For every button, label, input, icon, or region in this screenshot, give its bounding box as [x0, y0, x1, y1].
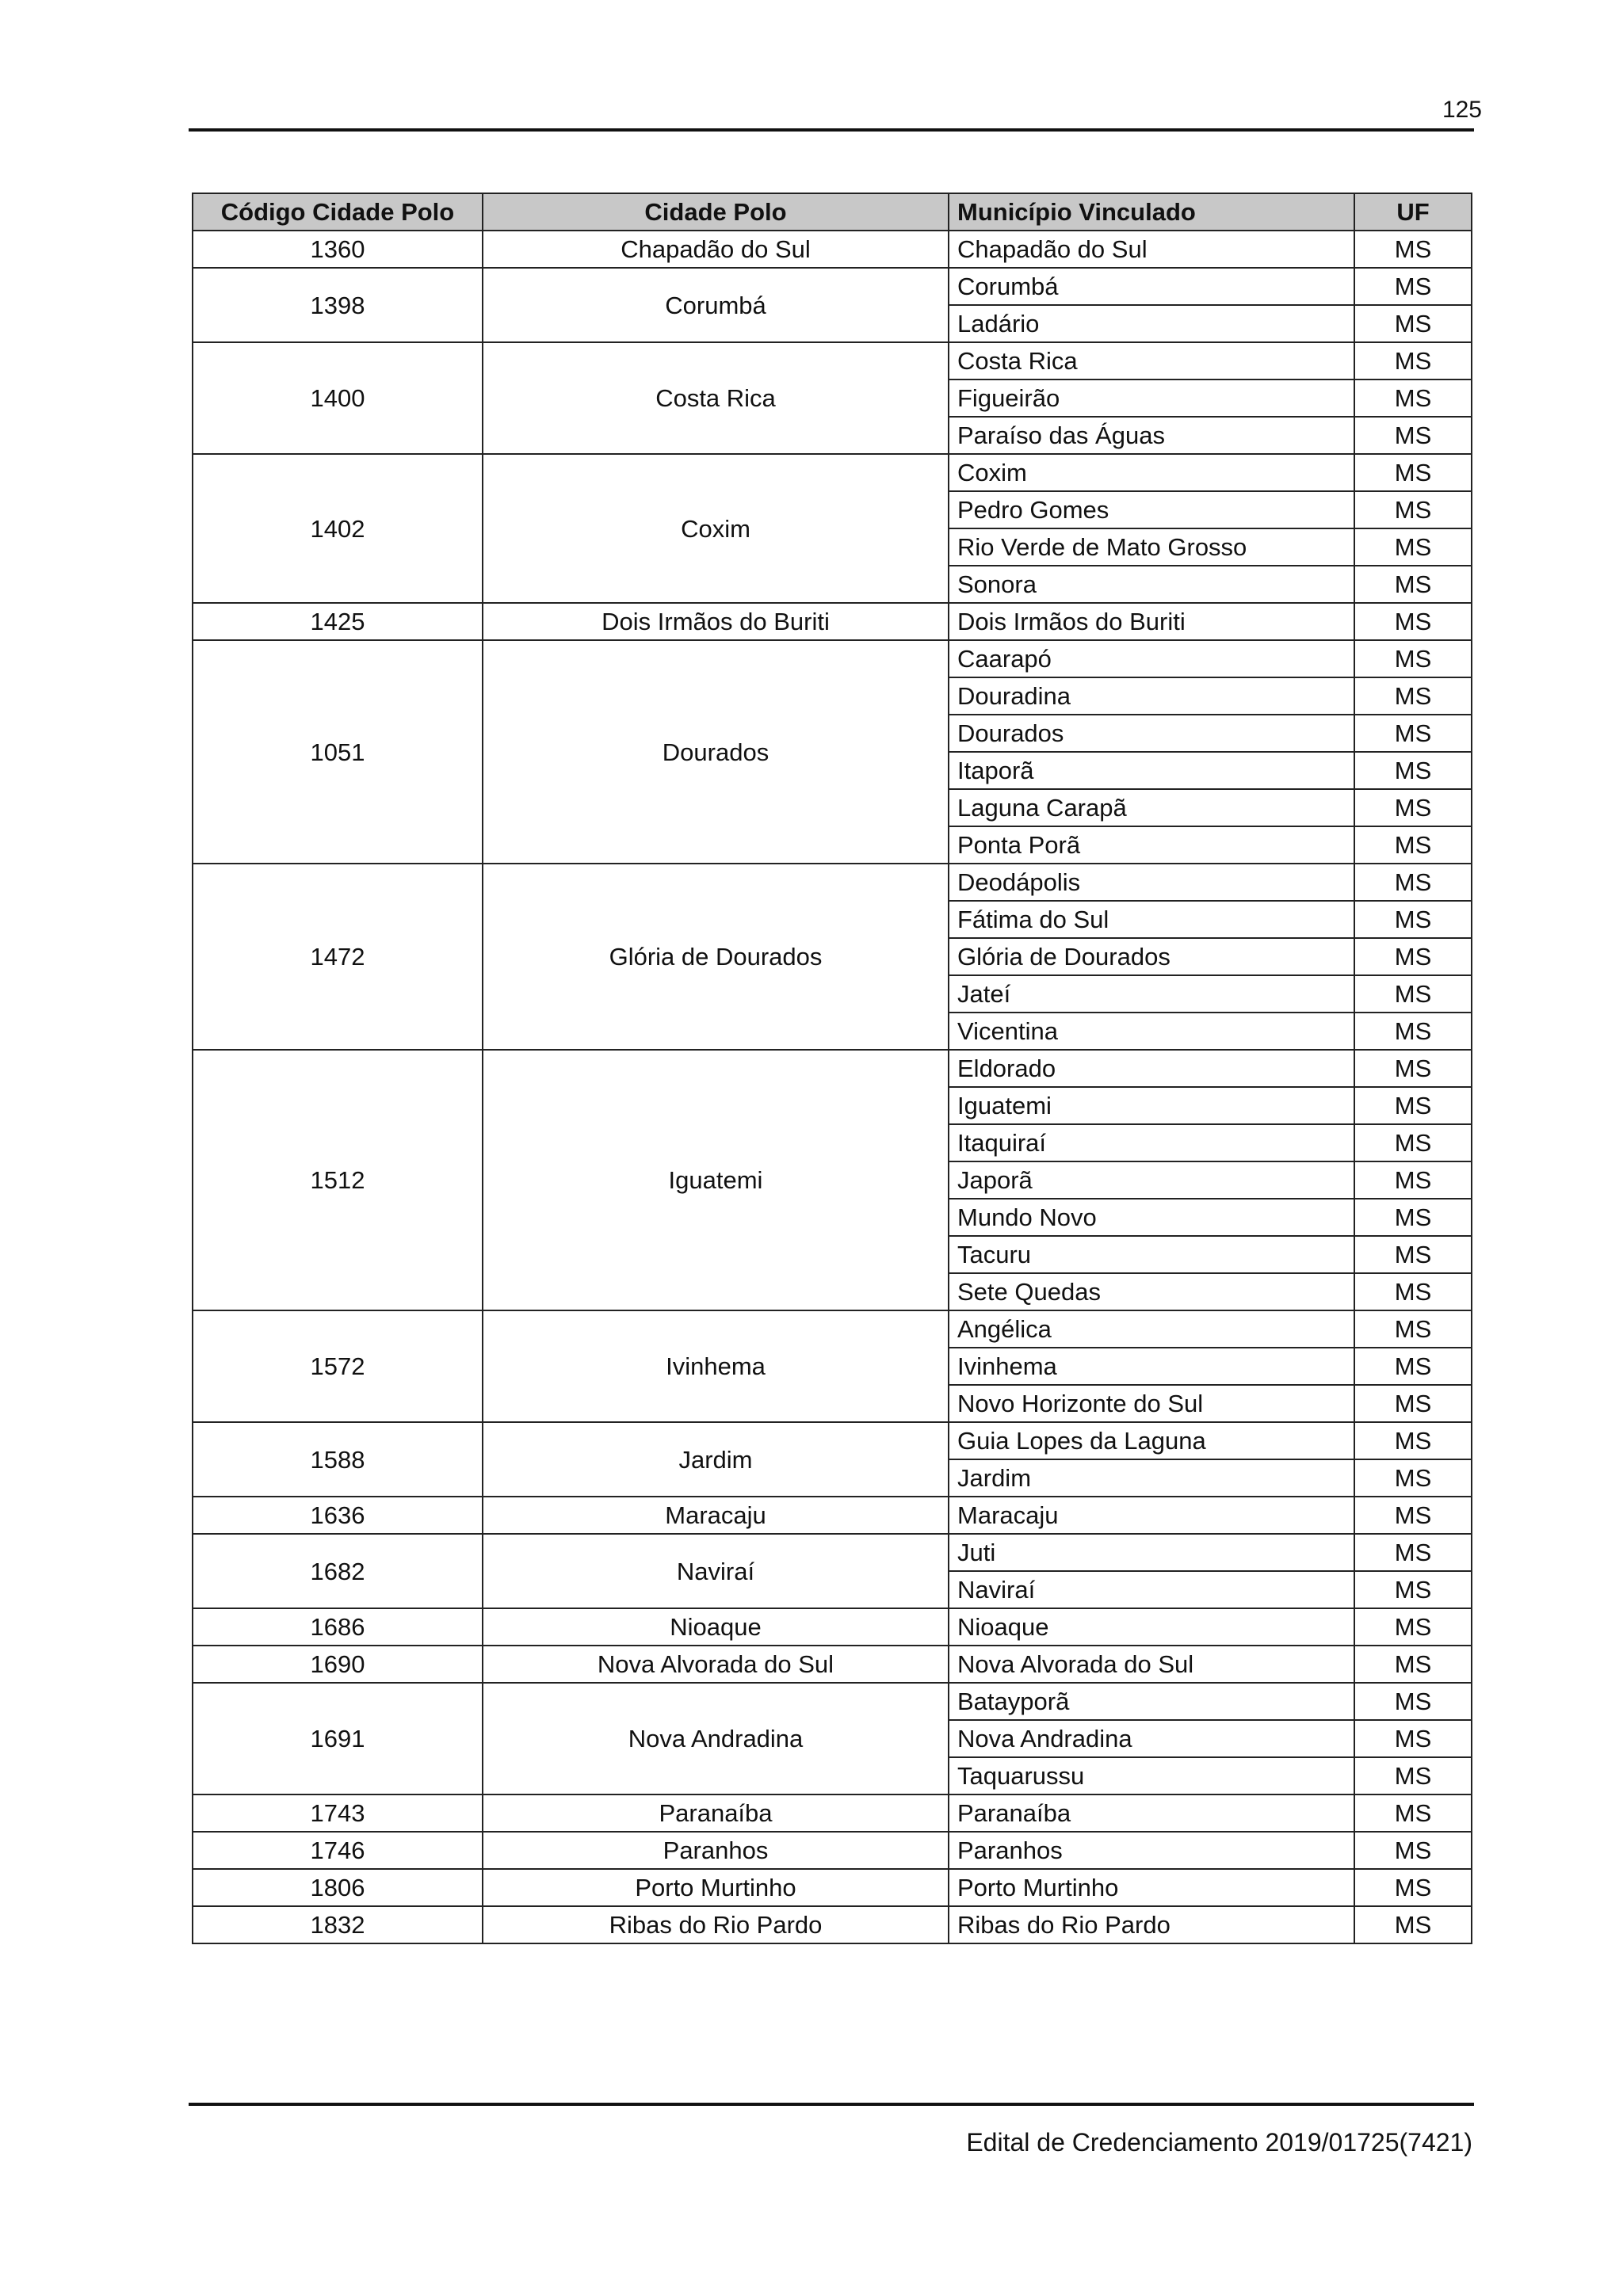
cell-municipio: Ladário: [949, 305, 1354, 342]
cell-uf: MS: [1354, 1571, 1472, 1608]
cell-uf: MS: [1354, 938, 1472, 975]
cell-uf: MS: [1354, 566, 1472, 603]
table-row: [193, 1869, 1472, 1906]
table-row: [193, 1906, 1472, 1943]
cell-municipio: Maracaju: [949, 1497, 1354, 1534]
cell-municipio: Douradina: [949, 677, 1354, 715]
cell-uf: MS: [1354, 342, 1472, 379]
cell-municipio: Mundo Novo: [949, 1199, 1354, 1236]
table-header-row: [193, 193, 1472, 231]
table-row: [193, 603, 1472, 640]
cell-uf: MS: [1354, 491, 1472, 528]
cell-codigo: 1400: [193, 342, 483, 454]
cell-uf: MS: [1354, 1534, 1472, 1571]
cell-cidade-polo: Naviraí: [483, 1534, 949, 1608]
cell-uf: MS: [1354, 1310, 1472, 1348]
cell-municipio: Japorã: [949, 1161, 1354, 1199]
cell-codigo: 1512: [193, 1050, 483, 1310]
cell-cidade-polo: Costa Rica: [483, 342, 949, 454]
table-row: [193, 1832, 1472, 1869]
cell-uf: MS: [1354, 1087, 1472, 1124]
cell-uf: MS: [1354, 528, 1472, 566]
cell-uf: MS: [1354, 1459, 1472, 1497]
table-row: [193, 1683, 1472, 1720]
cell-uf: MS: [1354, 826, 1472, 864]
cell-uf: MS: [1354, 417, 1472, 454]
table-row: [193, 640, 1472, 677]
cell-uf: MS: [1354, 715, 1472, 752]
cell-uf: MS: [1354, 1683, 1472, 1720]
cell-cidade-polo: Nova Andradina: [483, 1683, 949, 1794]
cell-municipio: Itaporã: [949, 752, 1354, 789]
header-rule: [189, 128, 1474, 132]
cell-municipio: Paraíso das Águas: [949, 417, 1354, 454]
cell-cidade-polo: Ribas do Rio Pardo: [483, 1906, 949, 1943]
cell-uf: MS: [1354, 1422, 1472, 1459]
cell-municipio: Fátima do Sul: [949, 901, 1354, 938]
cell-cidade-polo: Paranaíba: [483, 1794, 949, 1832]
page-number: 125: [1442, 97, 1482, 123]
cell-codigo: 1360: [193, 231, 483, 268]
cell-municipio: Itaquiraí: [949, 1124, 1354, 1161]
cell-codigo: 1051: [193, 640, 483, 864]
cell-municipio: Ribas do Rio Pardo: [949, 1906, 1354, 1943]
cities-table: [192, 193, 1472, 1944]
cell-municipio: Eldorado: [949, 1050, 1354, 1087]
table-row: [193, 268, 1472, 305]
cell-uf: MS: [1354, 1013, 1472, 1050]
cell-municipio: Pedro Gomes: [949, 491, 1354, 528]
cell-uf: MS: [1354, 1757, 1472, 1794]
table-row: [193, 1050, 1472, 1087]
cell-uf: MS: [1354, 640, 1472, 677]
cell-codigo: 1806: [193, 1869, 483, 1906]
cell-municipio: Angélica: [949, 1310, 1354, 1348]
cell-uf: MS: [1354, 1161, 1472, 1199]
table-row: [193, 1534, 1472, 1571]
column-header-codigo: Código Cidade Polo: [193, 193, 483, 231]
cell-municipio: Vicentina: [949, 1013, 1354, 1050]
cell-uf: MS: [1354, 603, 1472, 640]
cell-municipio: Coxim: [949, 454, 1354, 491]
cell-municipio: Dois Irmãos do Buriti: [949, 603, 1354, 640]
cell-uf: MS: [1354, 864, 1472, 901]
cell-uf: MS: [1354, 1869, 1472, 1906]
cell-uf: MS: [1354, 752, 1472, 789]
cell-cidade-polo: Nova Alvorada do Sul: [483, 1646, 949, 1683]
cell-municipio: Laguna Carapã: [949, 789, 1354, 826]
column-header-uf: UF: [1354, 193, 1472, 231]
cell-codigo: 1743: [193, 1794, 483, 1832]
cell-uf: MS: [1354, 1124, 1472, 1161]
cell-municipio: Caarapó: [949, 640, 1354, 677]
cell-codigo: 1572: [193, 1310, 483, 1422]
cell-uf: MS: [1354, 231, 1472, 268]
cell-municipio: Jardim: [949, 1459, 1354, 1497]
cell-cidade-polo: Chapadão do Sul: [483, 231, 949, 268]
footer-rule: [189, 2103, 1474, 2106]
cell-municipio: Sete Quedas: [949, 1273, 1354, 1310]
cell-uf: MS: [1354, 1646, 1472, 1683]
cell-municipio: Chapadão do Sul: [949, 231, 1354, 268]
table-row: [193, 1497, 1472, 1534]
cell-uf: MS: [1354, 975, 1472, 1013]
table-row: [193, 1310, 1472, 1348]
cell-codigo: 1746: [193, 1832, 483, 1869]
cell-municipio: Tacuru: [949, 1236, 1354, 1273]
cell-codigo: 1472: [193, 864, 483, 1050]
cell-municipio: Paranaíba: [949, 1794, 1354, 1832]
cell-municipio: Deodápolis: [949, 864, 1354, 901]
cell-codigo: 1686: [193, 1608, 483, 1646]
cell-codigo: 1832: [193, 1906, 483, 1943]
cell-cidade-polo: Jardim: [483, 1422, 949, 1497]
cell-municipio: Sonora: [949, 566, 1354, 603]
cell-municipio: Ponta Porã: [949, 826, 1354, 864]
cell-uf: MS: [1354, 1236, 1472, 1273]
cell-cidade-polo: Nioaque: [483, 1608, 949, 1646]
cell-uf: MS: [1354, 1199, 1472, 1236]
table-row: [193, 1646, 1472, 1683]
table-row: [193, 454, 1472, 491]
cell-uf: MS: [1354, 1794, 1472, 1832]
cell-cidade-polo: Corumbá: [483, 268, 949, 342]
cell-uf: MS: [1354, 1720, 1472, 1757]
table-body: [193, 231, 1472, 1943]
cell-uf: MS: [1354, 1497, 1472, 1534]
cell-codigo: 1636: [193, 1497, 483, 1534]
cell-municipio: Taquarussu: [949, 1757, 1354, 1794]
cell-codigo: 1588: [193, 1422, 483, 1497]
cell-municipio: Novo Horizonte do Sul: [949, 1385, 1354, 1422]
cell-cidade-polo: Porto Murtinho: [483, 1869, 949, 1906]
cell-uf: MS: [1354, 305, 1472, 342]
cell-cidade-polo: Dois Irmãos do Buriti: [483, 603, 949, 640]
cell-cidade-polo: Paranhos: [483, 1832, 949, 1869]
table-row: [193, 1794, 1472, 1832]
cell-codigo: 1682: [193, 1534, 483, 1608]
column-header-municipio: Município Vinculado: [949, 193, 1354, 231]
cell-uf: MS: [1354, 1348, 1472, 1385]
cell-cidade-polo: Ivinhema: [483, 1310, 949, 1422]
cell-codigo: 1691: [193, 1683, 483, 1794]
table-row: [193, 1422, 1472, 1459]
cell-municipio: Glória de Dourados: [949, 938, 1354, 975]
cell-municipio: Batayporã: [949, 1683, 1354, 1720]
cell-cidade-polo: Dourados: [483, 640, 949, 864]
cell-municipio: Naviraí: [949, 1571, 1354, 1608]
cell-cidade-polo: Iguatemi: [483, 1050, 949, 1310]
table-row: [193, 231, 1472, 268]
cell-municipio: Costa Rica: [949, 342, 1354, 379]
cell-cidade-polo: Glória de Dourados: [483, 864, 949, 1050]
cell-cidade-polo: Coxim: [483, 454, 949, 603]
cell-codigo: 1690: [193, 1646, 483, 1683]
cell-uf: MS: [1354, 789, 1472, 826]
cell-municipio: Corumbá: [949, 268, 1354, 305]
cell-municipio: Dourados: [949, 715, 1354, 752]
cell-uf: MS: [1354, 1608, 1472, 1646]
cell-codigo: 1398: [193, 268, 483, 342]
cell-uf: MS: [1354, 1385, 1472, 1422]
cell-uf: MS: [1354, 268, 1472, 305]
cell-uf: MS: [1354, 901, 1472, 938]
cell-municipio: Juti: [949, 1534, 1354, 1571]
column-header-cidade-polo: Cidade Polo: [483, 193, 949, 231]
cell-codigo: 1425: [193, 603, 483, 640]
cell-municipio: Figueirão: [949, 379, 1354, 417]
table-row: [193, 864, 1472, 901]
cell-municipio: Nioaque: [949, 1608, 1354, 1646]
cell-municipio: Jateí: [949, 975, 1354, 1013]
cell-municipio: Ivinhema: [949, 1348, 1354, 1385]
cell-uf: MS: [1354, 1050, 1472, 1087]
cell-municipio: Rio Verde de Mato Grosso: [949, 528, 1354, 566]
cell-cidade-polo: Maracaju: [483, 1497, 949, 1534]
cell-uf: MS: [1354, 677, 1472, 715]
table-row: [193, 342, 1472, 379]
cell-uf: MS: [1354, 1273, 1472, 1310]
cell-municipio: Iguatemi: [949, 1087, 1354, 1124]
cell-municipio: Paranhos: [949, 1832, 1354, 1869]
cell-codigo: 1402: [193, 454, 483, 603]
cell-uf: MS: [1354, 454, 1472, 491]
cell-municipio: Nova Andradina: [949, 1720, 1354, 1757]
cell-uf: MS: [1354, 1906, 1472, 1943]
cell-municipio: Porto Murtinho: [949, 1869, 1354, 1906]
cell-municipio: Nova Alvorada do Sul: [949, 1646, 1354, 1683]
cell-uf: MS: [1354, 379, 1472, 417]
footer-text: Edital de Credenciamento 2019/01725(7421): [966, 2128, 1472, 2157]
table-row: [193, 1608, 1472, 1646]
cell-uf: MS: [1354, 1832, 1472, 1869]
cell-municipio: Guia Lopes da Laguna: [949, 1422, 1354, 1459]
